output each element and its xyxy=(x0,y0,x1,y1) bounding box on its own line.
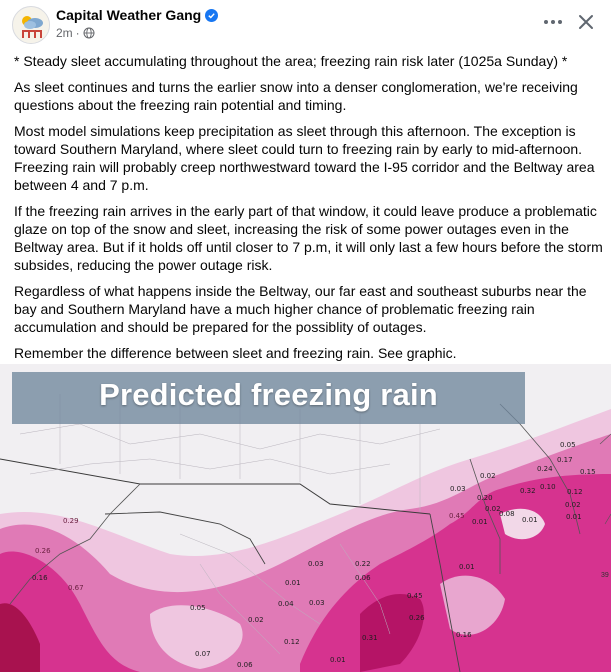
map-value-label: 0.29 xyxy=(63,517,79,525)
map-value-label: 0.10 xyxy=(540,483,556,491)
map-value-label: 0.02 xyxy=(248,616,264,624)
map-value-label: 0.05 xyxy=(190,604,206,612)
map-value-label: 0.26 xyxy=(35,547,51,555)
map-value-label: 0.02 xyxy=(485,505,501,513)
map-value-label: 0.01 xyxy=(522,516,538,524)
page-name-link[interactable]: Capital Weather Gang xyxy=(56,7,202,23)
map-value-label: 0.31 xyxy=(362,634,378,642)
more-options-button[interactable] xyxy=(539,10,567,34)
map-value-label: 0.15 xyxy=(580,468,596,476)
more-dot xyxy=(558,20,562,24)
verified-badge-icon xyxy=(205,9,218,22)
map-value-label: 0.06 xyxy=(237,661,253,669)
post-paragraph: Regardless of what happens inside the Beltway, our far east and southeast suburbs near the bay and Southern Maryland have a much higher chance of problematic freezing rain accumulation and should be prepared for the possiblity of outages. xyxy=(14,283,587,335)
map-value-label: 0.17 xyxy=(557,456,573,464)
map-value-label: 0.12 xyxy=(567,488,583,496)
post-paragraph: As sleet continues and turns the earlier snow into a denser conglomeration, we're receiving questions about the freezing rain potential and timing. xyxy=(14,79,578,113)
map-value-label: 0.22 xyxy=(355,560,371,568)
globe-icon xyxy=(83,27,95,39)
map-value-label: 0.67 xyxy=(68,584,84,592)
close-button[interactable] xyxy=(574,10,598,34)
post-paragraph: If the freezing rain arrives in the early part of that window, it could leave produce a problematic glaze on top of the snow and sleet, increasing the risk of some power outages even in the Beltway area. But if it holds off until closer to 7 p.m, it will only last a few hours before the storm subsides, reducing the power outage risk. xyxy=(14,203,603,273)
post-paragraph: * Steady sleet accumulating throughout the area; freezing rain risk later (1025a Sunday) * xyxy=(14,53,568,69)
map-value-label: 0.01 xyxy=(459,563,475,571)
map-value-label: 0.02 xyxy=(565,501,581,509)
map-value-label: 0.04 xyxy=(278,600,294,608)
capital-weather-gang-logo-icon xyxy=(13,7,50,44)
map-value-label: 0.20 xyxy=(477,494,493,502)
map-value-label: 0.01 xyxy=(472,518,488,526)
map-title: Predicted freezing rain xyxy=(99,377,438,412)
post-paragraph: Remember the difference between sleet and freezing rain. See graphic. xyxy=(14,345,457,361)
map-value-label: 0.03 xyxy=(450,485,466,493)
map-value-label: 0.03 xyxy=(308,560,324,568)
map-value-label: 0.05 xyxy=(560,441,576,449)
page-name-row xyxy=(56,7,218,23)
map-value-label: 0.08 xyxy=(499,510,515,518)
map-value-label: 0.26 xyxy=(409,614,425,622)
map-value-label: 0.01 xyxy=(330,656,346,664)
more-dot xyxy=(551,20,555,24)
map-value-label: 0.45 xyxy=(407,592,423,600)
page-avatar[interactable] xyxy=(12,6,50,44)
map-value-label: 0.32 xyxy=(520,487,536,495)
post-header xyxy=(0,0,611,50)
map-value-label: 0.16 xyxy=(32,574,48,582)
map-edge-label: 39 xyxy=(601,572,609,579)
map-value-label: 0.16 xyxy=(456,631,472,639)
map-value-label: 0.12 xyxy=(284,638,300,646)
post-body xyxy=(14,52,604,370)
map-value-label: 0.07 xyxy=(195,650,211,658)
close-icon xyxy=(574,10,598,34)
freezing-rain-map-image[interactable] xyxy=(0,364,611,672)
meta-separator: · xyxy=(75,26,80,40)
map-value-label: 0.01 xyxy=(566,513,582,521)
map-value-label: 0.45 xyxy=(449,512,465,520)
map-value-label: 0.06 xyxy=(355,574,371,582)
post-timestamp-link[interactable]: 2m xyxy=(56,26,73,40)
post-paragraph: Most model simulations keep precipitation as sleet through this afternoon. The exception is toward Southern Maryland, where sleet could turn to freezing rain by early to mid-afternoon. Freezing rain will probably creep northwestward toward the I-95 corridor and the Beltway area between 4 and 7 p.m. xyxy=(14,123,595,193)
map-value-label: 0.03 xyxy=(309,599,325,607)
map-value-label: 0.01 xyxy=(285,579,301,587)
more-dots-icon xyxy=(544,20,548,24)
map-value-label: 0.02 xyxy=(480,472,496,480)
post-meta xyxy=(56,26,95,40)
map-value-label: 0.24 xyxy=(537,465,553,473)
